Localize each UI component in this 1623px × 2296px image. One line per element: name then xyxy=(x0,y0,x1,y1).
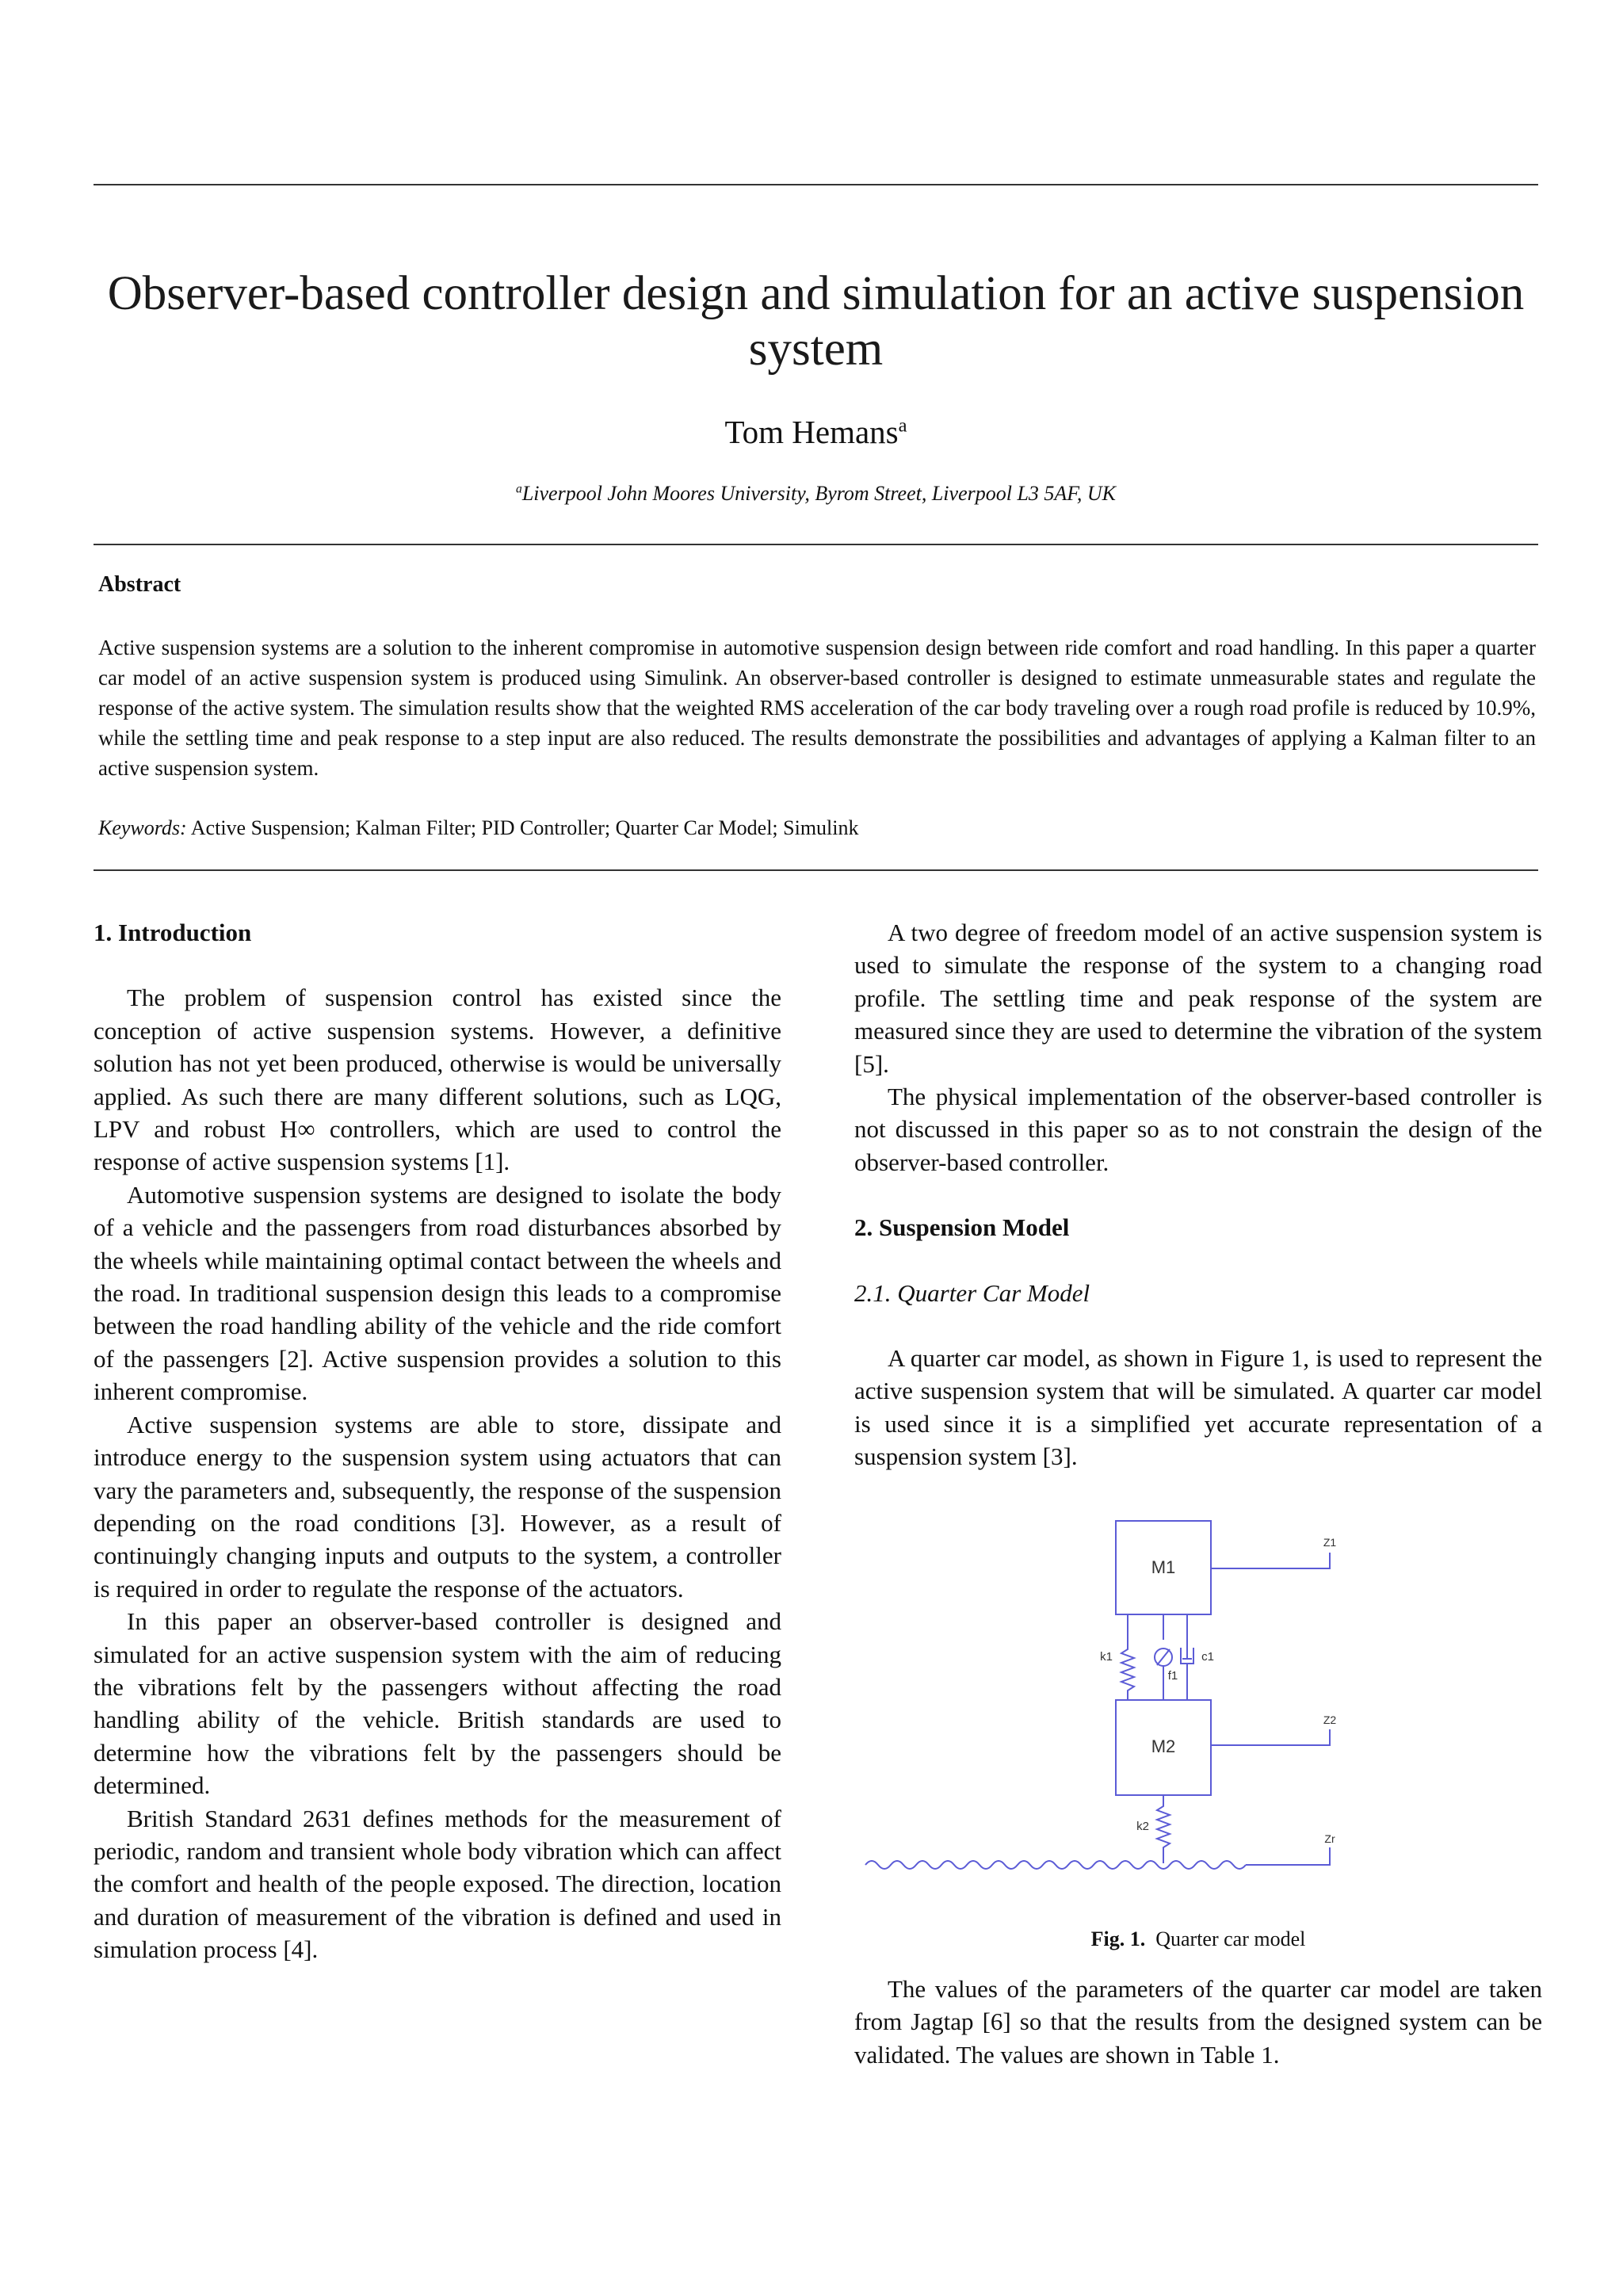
intro-paragraph-6: A two degree of freedom model of an active suspension system is used to simulate the response of the system to a changing road profile. The settling time and peak response of the system are measured since they are used to determine the vibration of the system [5]. xyxy=(854,919,1542,1078)
keywords-line xyxy=(98,815,1536,842)
keywords-list: Active Suspension; Kalman Filter; PID Controller; Quarter Car Model; Simulink xyxy=(190,816,859,839)
figure-1-caption-text: Quarter car model xyxy=(1155,1927,1306,1950)
road-profile xyxy=(865,1861,1246,1869)
label-zr: Zr xyxy=(1324,1832,1335,1845)
top-rule xyxy=(94,184,1538,185)
intro-paragraph-7: The physical implementation of the observer-based controller is not discussed in this paper so as to not constrain the design of the observer-based controller. xyxy=(854,1083,1542,1176)
abstract-top-rule xyxy=(94,544,1538,545)
label-m1: M1 xyxy=(1151,1557,1176,1577)
intro-paragraph-3: Active suspension systems are able to store, dissipate and introduce energy to the suspension system using actuators that can vary the parameters and, subsequently, the response of the suspension depending on the road conditions [3]. However, as a result of continuingly changing inputs and outputs to the system, a controller is required in order to regulate the response of the actuators. xyxy=(94,1410,781,1603)
abstract-heading: Abstract xyxy=(98,572,181,597)
right-column xyxy=(854,916,1542,2071)
z2-reference-line xyxy=(1211,1729,1330,1745)
label-k2: k2 xyxy=(1136,1819,1149,1833)
label-k1: k1 xyxy=(1100,1649,1113,1664)
affiliation-text: Liverpool John Moores University, Byrom Street, Liverpool L3 5AF, UK xyxy=(521,482,1116,505)
intro-paragraph-2: Automotive suspension systems are designed to isolate the body of a vehicle and the passengers from road disturbances absorbed by the wheels while maintaining optimal contact between the wheels and the road. In traditional suspension design this leads to a compromise between the road handling ability of the vehicle and the ride comfort of the passengers [2]. Active suspension provides a solution to this inherent compromise. xyxy=(94,1180,781,1406)
section2-paragraph-1: A quarter car model, as shown in Figure 1, is used to represent the active suspension system that will be simulated. A quarter car model is used since it is a simplified yet accurate representation of a suspension system [3]. xyxy=(854,1344,1542,1471)
affiliation xyxy=(94,480,1538,507)
paper-title: Observer-based controller design and simulation for an active suspension system xyxy=(107,267,1525,376)
abstract-bottom-rule xyxy=(94,869,1538,871)
author-affil-mark: a xyxy=(898,415,907,437)
intro-paragraph-4: In this paper an observer-based controller is designed and simulated for an active suspension system with the aim of reducing the vibrations felt by the passengers without affecting the road handling ability of the vehicle. British standards are used to determine how the vibrations felt by the passengers should be determined. xyxy=(94,1607,781,1800)
label-z1: Z1 xyxy=(1323,1535,1337,1549)
subsection-heading-quarter-car: 2.1. Quarter Car Model xyxy=(854,1278,1090,1307)
quarter-car-diagram xyxy=(854,1505,1542,1925)
affiliation-mark: a xyxy=(516,482,522,496)
section-heading-suspension-model: 2. Suspension Model xyxy=(854,1213,1070,1242)
section2-paragraph-2: The values of the parameters of the quarter car model are taken from Jagtap [6] so that the results from the designed system can be validated. The values are shown in Table 1. xyxy=(854,1974,1542,2069)
label-c1: c1 xyxy=(1201,1649,1214,1664)
author-name-text: Tom Hemans xyxy=(724,414,899,450)
label-f1: f1 xyxy=(1167,1668,1178,1683)
actuator-f1-arrow xyxy=(1157,1649,1170,1665)
label-z2: Z2 xyxy=(1323,1713,1337,1726)
spring-k2 xyxy=(1157,1795,1170,1863)
spring-k1 xyxy=(1121,1640,1134,1700)
z1-reference-line xyxy=(1211,1553,1330,1568)
intro-paragraph-5: British Standard 2631 defines methods for the measurement of periodic, random and transient whole body vibration which can affect the comfort and health of the people exposed. The direction, location and duration of measurement of the vibration is defined and used in simulation process [4]. xyxy=(94,1804,781,1964)
intro-paragraph-1: The problem of suspension control has existed since the conception of active suspension systems. However, a definitive solution has not yet been produced, otherwise is would be universally applied. As such there are many different solutions, such as LQG, LPV and robust H∞ controllers, which are used to control the response of active suspension systems [1]. xyxy=(94,984,781,1176)
section-heading-introduction: 1. Introduction xyxy=(94,919,252,946)
label-m2: M2 xyxy=(1151,1736,1176,1756)
author-name xyxy=(94,412,1538,452)
left-column xyxy=(94,916,781,1966)
figure-quarter-car-model xyxy=(854,1505,1542,1957)
figure-1-caption xyxy=(854,1927,1542,1952)
abstract-body: Active suspension systems are a solution to the inherent compromise in automotive suspension design between ride comfort and road handling. In this paper a quarter car model of an active suspension system is produced using Simulink. An observer-based controller is designed to estimate unmeasurable states and regulate the response of the active system. The simulation results show that the weighted RMS acceleration of the car body traveling over a rough road profile is reduced by 10.9%, while the settling time and peak response to a step input are also reduced. The results demonstrate the possibilities and advantages of applying a Kalman filter to an active suspension system. xyxy=(98,636,1536,780)
zr-reference-line xyxy=(1246,1847,1330,1865)
figure-1-caption-number: Fig. 1. xyxy=(1090,1927,1146,1950)
keywords-label: Keywords: xyxy=(98,816,187,839)
